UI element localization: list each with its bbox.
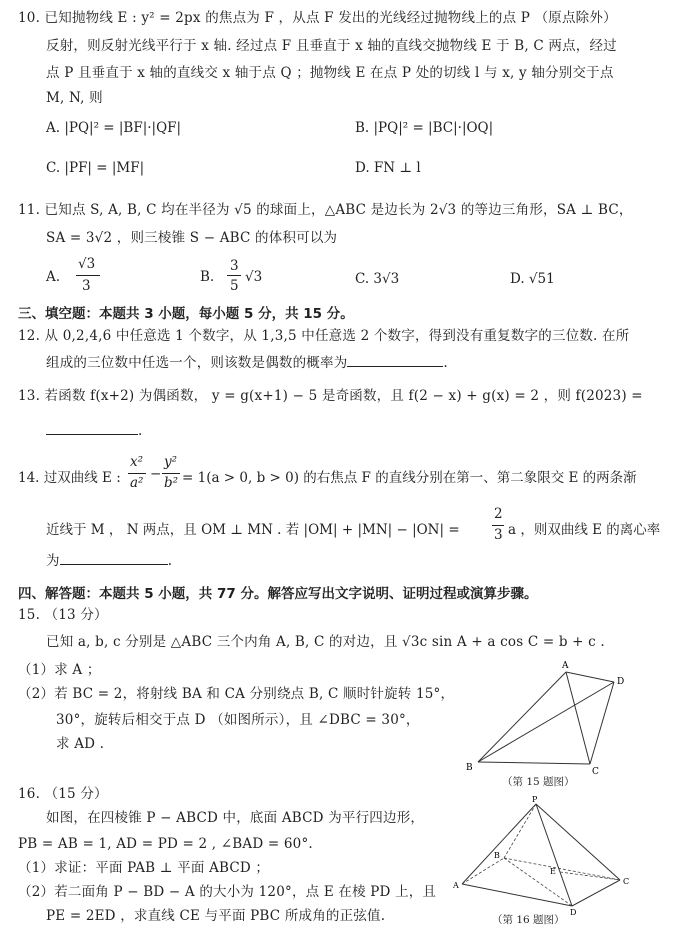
q15-edge-ab bbox=[478, 672, 566, 762]
q16-label-c: C bbox=[623, 877, 630, 886]
q16-edge-ec bbox=[560, 872, 620, 880]
q13-answer-blank[interactable] bbox=[46, 420, 138, 435]
q10-line-1: 10. 已知抛物线 E : y² = 2px 的焦点为 F ，从点 F 发出的光线经过抛物线上的点 P （原点除外） bbox=[18, 10, 617, 26]
q14-line-2 bbox=[46, 508, 686, 548]
q15-part-2-ask: 求 AD . bbox=[56, 736, 105, 752]
q11-option-b-num: 3 bbox=[230, 258, 239, 274]
q11-option-a-num: √3 bbox=[78, 256, 96, 272]
q15-heading: 15. （13 分） bbox=[18, 607, 108, 623]
q12-text: 组成的三位数中任选一个，则该数是偶数的概率为 bbox=[46, 355, 348, 371]
q10-line-2: 反射，则反射光线平行于 x 轴. 经过点 F 且垂直于 x 轴的直线交抛物线 E 于 B, C 两点，经过 bbox=[46, 38, 617, 54]
q14-text-2b: a ，则双曲线 E 的离心率 bbox=[508, 522, 661, 538]
q16-edge-pc bbox=[536, 804, 620, 880]
q14-line-3 bbox=[46, 550, 172, 571]
q14-frac-den: 3 bbox=[494, 527, 503, 543]
q11-line-2: SA = 3√2 ，则三棱锥 S − ABC 的体积可以为 bbox=[46, 230, 338, 246]
q11-option-a-den: 3 bbox=[82, 278, 91, 294]
q12-line-2 bbox=[46, 352, 448, 373]
q16-edge-pa bbox=[462, 804, 536, 884]
q11-option-b-label: B. bbox=[200, 269, 215, 285]
q10-option-a: A. |PQ|² = |BF|·|QF| bbox=[46, 120, 182, 136]
q15-figure-caption: （第 15 题图） bbox=[502, 776, 575, 788]
q15-edge-bc bbox=[478, 762, 590, 764]
q15-edge-ad bbox=[566, 672, 614, 682]
q10-line-4: M, N, 则 bbox=[46, 90, 103, 106]
q12-line-1: 12. 从 0,2,4,6 中任意选 1 个数字，从 1,3,5 中任意选 2 个数字，得到没有重复数字的三位数. 在所 bbox=[18, 328, 630, 344]
q14-frac-num: 2 bbox=[494, 506, 503, 522]
q13-line-2 bbox=[46, 420, 143, 441]
q13-line-1: 13. 若函数 f(x+2) 为偶函数， y = g(x+1) − 5 是奇函数，且 f(2 − x) + g(x) = 2 ，则 f(2023) = bbox=[18, 388, 643, 404]
q16-heading: 16. （15 分） bbox=[18, 786, 108, 802]
q16-label-b: B bbox=[494, 851, 500, 860]
q13-period: . bbox=[138, 423, 143, 439]
q14-frac-x-num: x² bbox=[130, 454, 144, 470]
q10-option-b: B. |PQ|² = |BC|·|OQ| bbox=[355, 120, 494, 136]
q10-option-c: C. |PF| = |MF| bbox=[46, 160, 145, 176]
q11-option-b-tail: √3 bbox=[245, 269, 263, 285]
q16-edge-dc bbox=[572, 880, 620, 906]
q14-text-2a: 近线于 M ， N 两点，且 OM ⊥ MN . 若 |OM| + |MN| − |ON| = bbox=[46, 522, 460, 538]
q15-label-c: C bbox=[592, 767, 599, 777]
q14-text-1a: 14. 过双曲线 E : bbox=[18, 470, 121, 486]
q16-part-2: （2）若二面角 P − BD − A 的大小为 120°，点 E 在棱 PD 上，且 bbox=[18, 884, 437, 900]
q15-part-2-cont: 30°，旋转后相交于点 D （如图所示），且 ∠DBC = 30°， bbox=[56, 712, 420, 728]
q16-edge-pb bbox=[504, 804, 536, 858]
q14-answer-blank[interactable] bbox=[60, 550, 168, 565]
q15-figure bbox=[462, 658, 652, 788]
q14-period: . bbox=[167, 553, 173, 569]
section-4-heading: 四、解答题：本题共 5 小题，共 77 分。解答应写出文字说明、证明过程或演算步骤。 bbox=[18, 586, 538, 602]
q14-frac-y-num: y² bbox=[164, 454, 178, 470]
q16-part-2-cont: PE = 2ED ，求直线 CE 与平面 PBC 所成角的正弦值. bbox=[46, 908, 386, 924]
q16-part-1: （1）求证：平面 PAB ⊥ 平面 ABCD ； bbox=[18, 860, 270, 876]
q16-figure-caption: （第 16 题图） bbox=[492, 914, 565, 926]
q11-option-b-den: 5 bbox=[230, 278, 239, 294]
q16-line-1: 如图，在四棱锥 P − ABCD 中，底面 ABCD 为平行四边形， bbox=[46, 810, 425, 826]
q12-answer-blank[interactable] bbox=[347, 352, 443, 367]
q11-option-d: D. √51 bbox=[510, 271, 555, 287]
q14-frac-y-den: b² bbox=[164, 475, 179, 491]
q15-part-1: （1）求 A ； bbox=[18, 662, 101, 678]
q12-period: . bbox=[443, 355, 448, 371]
q11-option-c: C. 3√3 bbox=[355, 271, 400, 287]
q15-label-d: D bbox=[617, 677, 625, 687]
q14-minus: − bbox=[150, 466, 162, 482]
q16-label-e: E bbox=[550, 867, 556, 876]
q16-edge-ad bbox=[462, 884, 572, 906]
q15-part-2: （2）若 BC = 2，将射线 BA 和 CA 分别绕点 B, C 顺时针旋转 15°， bbox=[18, 686, 455, 702]
q16-label-a: A bbox=[453, 881, 459, 890]
q15-edge-ac bbox=[566, 672, 590, 764]
q10-option-d: D. FN ⊥ l bbox=[355, 160, 421, 176]
q14-text-3: 为 bbox=[46, 553, 60, 569]
q15-line-1: 已知 a, b, c 分别是 △ABC 三个内角 A, B, C 的对边，且 √3c sin A + a cos C = b + c . bbox=[46, 634, 605, 650]
q14-line-1 bbox=[18, 456, 678, 496]
q16-edge-pd bbox=[536, 804, 572, 906]
q16-label-d: D bbox=[570, 908, 577, 916]
q10-line-3: 点 P 且垂直于 x 轴的直线交 x 轴于点 Q ；抛物线 E 在点 P 处的切线 l 与 x, y 轴分别交于点 bbox=[46, 65, 614, 81]
q15-label-b: B bbox=[466, 763, 473, 773]
q11-line-1: 11. 已知点 S, A, B, C 均在半径为 √5 的球面上，△ABC 是边长为 2√3 的等边三角形，SA ⊥ BC， bbox=[18, 202, 633, 218]
q11-option-a-label: A. bbox=[46, 269, 61, 285]
q16-line-2: PB = AB = 1, AD = PD = 2 , ∠BAD = 60°. bbox=[18, 836, 313, 852]
q16-figure bbox=[452, 796, 642, 916]
q14-text-1b: = 1(a > 0, b > 0) 的右焦点 F 的直线分别在第一、第二象限交 E 的两条渐 bbox=[182, 470, 637, 486]
q15-label-a: A bbox=[562, 661, 569, 671]
q14-frac-x-den: a² bbox=[130, 475, 144, 491]
q16-label-p: P bbox=[532, 796, 538, 804]
section-3-heading: 三、填空题：本题共 3 小题，每小题 5 分，共 15 分。 bbox=[18, 306, 354, 322]
